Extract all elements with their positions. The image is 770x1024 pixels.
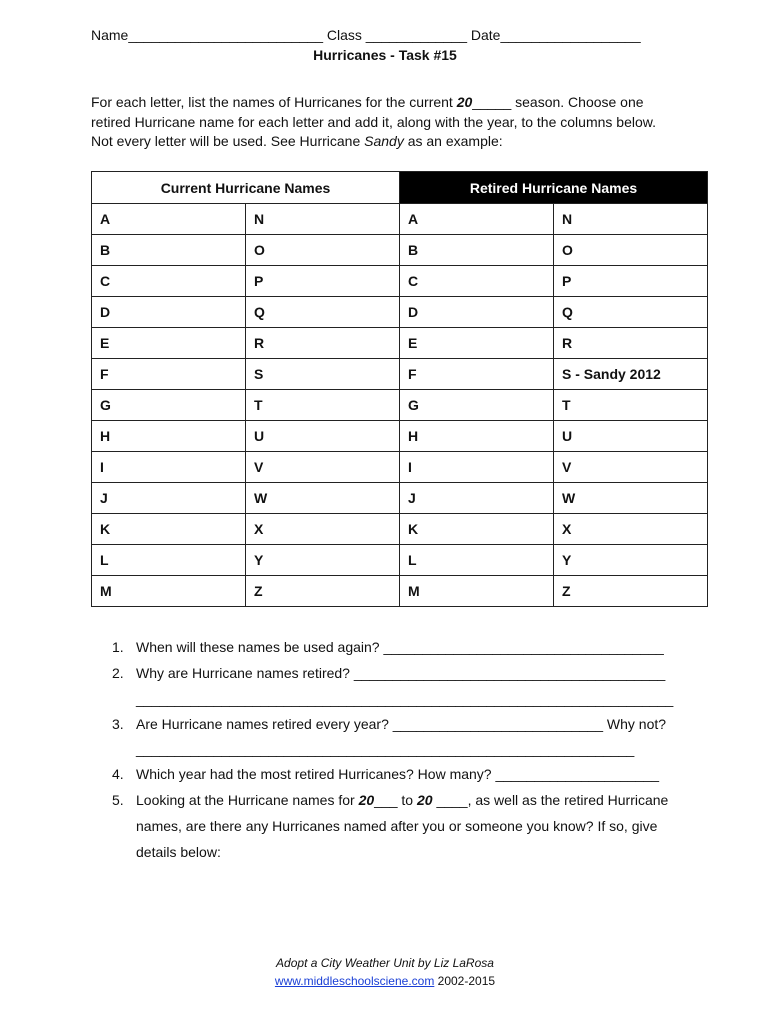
- current-cell-right[interactable]: U: [246, 421, 400, 452]
- retired-cell-left[interactable]: A: [400, 204, 554, 235]
- question-text[interactable]: Why are Hurricane names retired? ________________________________________: [136, 665, 666, 681]
- retired-cell-right[interactable]: P: [554, 266, 708, 297]
- question-text[interactable]: Are Hurricane names retired every year? ___________________________ Why not?: [136, 716, 667, 732]
- current-cell-right[interactable]: S: [246, 359, 400, 390]
- table-row: [92, 204, 708, 235]
- retired-cell-right[interactable]: Q: [554, 297, 708, 328]
- table-row: [92, 421, 708, 452]
- instructions-text: as an example:: [403, 133, 503, 149]
- question-text: Looking at the Hurricane names for: [136, 792, 359, 808]
- retired-cell-right[interactable]: Y: [554, 545, 708, 576]
- instructions-text: _____ season. Choose one: [472, 94, 644, 110]
- question-text[interactable]: Which year had the most retired Hurricanes? How many? _____________________: [136, 766, 659, 782]
- question-3: [112, 716, 666, 732]
- footer-site-line: [0, 972, 770, 990]
- retired-cell-left[interactable]: G: [400, 390, 554, 421]
- retired-cell-right[interactable]: N: [554, 204, 708, 235]
- current-cell-right[interactable]: X: [246, 514, 400, 545]
- current-cell-left[interactable]: G: [92, 390, 246, 421]
- question-text[interactable]: ___ to: [374, 792, 417, 808]
- retired-cell-right[interactable]: O: [554, 235, 708, 266]
- table-row: [92, 297, 708, 328]
- retired-cell-left[interactable]: B: [400, 235, 554, 266]
- table-row: [92, 514, 708, 545]
- answer-line[interactable]: ________________________________________________________________: [136, 741, 635, 757]
- year-prefix: 20: [358, 792, 375, 808]
- current-cell-right[interactable]: Y: [246, 545, 400, 576]
- question-5-line-3: details below:: [136, 844, 221, 860]
- answer-line[interactable]: _____________________________________________________________________: [136, 691, 674, 707]
- current-cell-right[interactable]: N: [246, 204, 400, 235]
- retired-cell-left[interactable]: K: [400, 514, 554, 545]
- question-number: 1.: [112, 639, 124, 655]
- website-link[interactable]: www.middleschoolsciene.com: [274, 974, 435, 988]
- current-cell-right[interactable]: Q: [246, 297, 400, 328]
- example-name: Sandy: [364, 133, 404, 149]
- current-cell-left[interactable]: D: [92, 297, 246, 328]
- current-cell-right[interactable]: V: [246, 452, 400, 483]
- instructions-text: For each letter, list the names of Hurricanes for the current: [91, 94, 457, 110]
- retired-cell-right[interactable]: T: [554, 390, 708, 421]
- current-cell-right[interactable]: W: [246, 483, 400, 514]
- retired-cell-left[interactable]: H: [400, 421, 554, 452]
- current-cell-left[interactable]: F: [92, 359, 246, 390]
- current-cell-left[interactable]: M: [92, 576, 246, 607]
- question-5: [112, 792, 668, 808]
- season-year-prefix: 20: [456, 94, 473, 110]
- question-number: 5.: [112, 792, 124, 808]
- retired-cell-left[interactable]: J: [400, 483, 554, 514]
- current-cell-left[interactable]: K: [92, 514, 246, 545]
- current-cell-right[interactable]: R: [246, 328, 400, 359]
- current-cell-right[interactable]: P: [246, 266, 400, 297]
- instructions-text: Not every letter will be used. See Hurricane: [91, 133, 365, 149]
- retired-cell-left[interactable]: C: [400, 266, 554, 297]
- question-text[interactable]: When will these names be used again? ____________________________________: [136, 639, 664, 655]
- retired-cell-right[interactable]: V: [554, 452, 708, 483]
- retired-cell-right[interactable]: U: [554, 421, 708, 452]
- table-row: [92, 545, 708, 576]
- table-row: [92, 452, 708, 483]
- question-2: [112, 665, 665, 681]
- footer-credit: Adopt a City Weather Unit by Liz LaRosa: [276, 956, 494, 970]
- table-header-row: [92, 172, 708, 204]
- retired-cell-left[interactable]: I: [400, 452, 554, 483]
- question-5-line-2: names, are there any Hurricanes named after you or someone you know? If so, give: [136, 818, 658, 834]
- retired-cell-right[interactable]: X: [554, 514, 708, 545]
- retired-cell-right[interactable]: W: [554, 483, 708, 514]
- current-cell-right[interactable]: O: [246, 235, 400, 266]
- retired-cell-right[interactable]: Z: [554, 576, 708, 607]
- retired-cell-left[interactable]: F: [400, 359, 554, 390]
- student-info-line: Name_________________________ Class _____________ Date__________________: [91, 27, 641, 43]
- current-cell-left[interactable]: C: [92, 266, 246, 297]
- question-number: 2.: [112, 665, 124, 681]
- current-cell-left[interactable]: E: [92, 328, 246, 359]
- page-title: Hurricanes - Task #15: [313, 47, 457, 63]
- question-text[interactable]: ____, as well as the retired Hurricane: [432, 792, 669, 808]
- retired-cell-left[interactable]: M: [400, 576, 554, 607]
- current-cell-left[interactable]: I: [92, 452, 246, 483]
- table-body: [92, 204, 708, 607]
- question-1: [112, 639, 664, 655]
- current-names-header: Current Hurricane Names: [92, 172, 400, 204]
- table-row: [92, 359, 708, 390]
- instructions-line-3: [91, 132, 691, 152]
- retired-cell-left[interactable]: L: [400, 545, 554, 576]
- question-number: 3.: [112, 716, 124, 732]
- current-cell-right[interactable]: Z: [246, 576, 400, 607]
- question-4: [112, 766, 659, 782]
- retired-cell-left[interactable]: D: [400, 297, 554, 328]
- table-row: [92, 483, 708, 514]
- table-row: [92, 235, 708, 266]
- current-cell-right[interactable]: T: [246, 390, 400, 421]
- current-cell-left[interactable]: L: [92, 545, 246, 576]
- footer: [0, 954, 770, 990]
- current-cell-left[interactable]: H: [92, 421, 246, 452]
- table-row: [92, 390, 708, 421]
- question-number: 4.: [112, 766, 124, 782]
- current-cell-left[interactable]: B: [92, 235, 246, 266]
- retired-cell-right[interactable]: S - Sandy 2012: [554, 359, 708, 390]
- instructions-line-2: retired Hurricane name for each letter and add it, along with the year, to the columns below.: [91, 113, 656, 130]
- table-row: [92, 576, 708, 607]
- retired-cell-right[interactable]: R: [554, 328, 708, 359]
- footer-years: 2002-2015: [434, 974, 496, 988]
- current-cell-left[interactable]: A: [92, 204, 246, 235]
- retired-cell-left[interactable]: E: [400, 328, 554, 359]
- table-row: [92, 266, 708, 297]
- instructions-line-1: [91, 93, 691, 113]
- retired-names-header: Retired Hurricane Names: [400, 172, 708, 204]
- year-prefix: 20: [416, 792, 433, 808]
- hurricane-names-table: [91, 171, 708, 607]
- instructions: [91, 93, 691, 152]
- current-cell-left[interactable]: J: [92, 483, 246, 514]
- table-row: [92, 328, 708, 359]
